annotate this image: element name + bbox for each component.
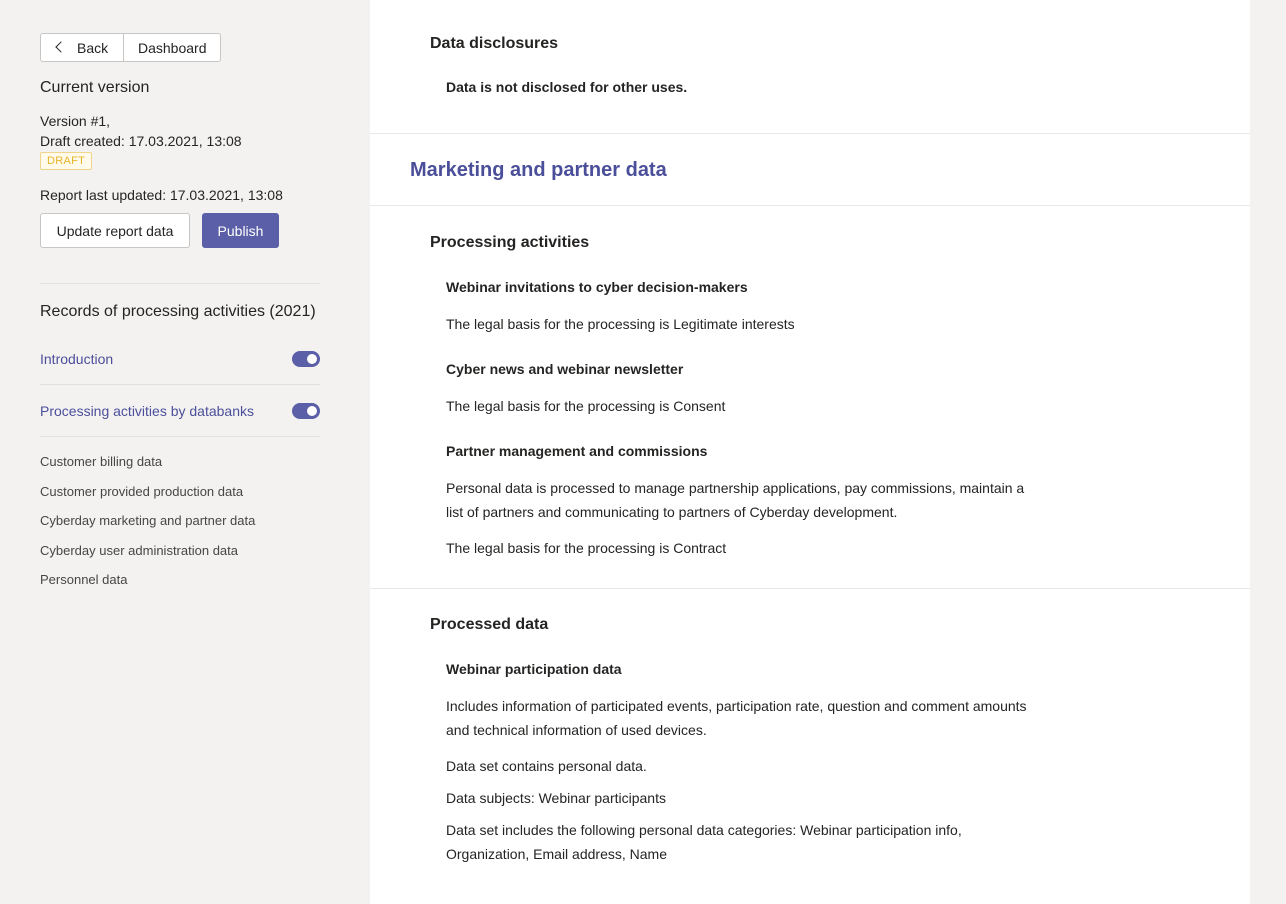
toggle-row-processing-activities xyxy=(40,385,320,437)
processing-activities-toggle[interactable] xyxy=(292,403,320,419)
toggle-row-introduction xyxy=(40,333,320,385)
update-report-button[interactable]: Update report data xyxy=(40,213,190,248)
disclosures-section xyxy=(370,0,1250,95)
back-button[interactable] xyxy=(41,34,124,61)
activity-name: Webinar invitations to cyber decision-makers xyxy=(446,279,748,295)
disclosures-title: Data disclosures xyxy=(430,35,559,52)
databank-item[interactable]: Cyberday user administration data xyxy=(40,542,238,558)
current-version-title: Current version xyxy=(40,79,150,96)
section-title: Marketing and partner data xyxy=(410,159,667,181)
sidebar xyxy=(0,0,370,904)
nav-button-group xyxy=(40,33,221,62)
processed-data-section xyxy=(370,589,1250,866)
introduction-toggle[interactable] xyxy=(292,351,320,367)
version-actions xyxy=(40,213,370,248)
activity-basis: The legal basis for the processing is Contract xyxy=(446,540,727,556)
databank-item[interactable]: Personnel data xyxy=(40,572,128,587)
data-item-name: Webinar participation data xyxy=(446,661,622,677)
draft-created: Draft created: 17.03.2021, 13:08 xyxy=(40,133,242,149)
section-divider xyxy=(370,133,1250,134)
personal-data-flag: Data set contains personal data. xyxy=(446,758,647,774)
databank-item[interactable]: Cyberday marketing and partner data xyxy=(40,513,256,528)
dashboard-button[interactable] xyxy=(124,34,207,61)
back-label: Back xyxy=(77,39,109,56)
version-number: Version #1, xyxy=(40,113,111,129)
processing-activities-title: Processing activities xyxy=(430,234,590,251)
dashboard-label: Dashboard xyxy=(138,39,207,56)
databank-item[interactable]: Customer billing data xyxy=(40,454,163,469)
toggle-label-introduction[interactable]: Introduction xyxy=(40,350,114,367)
records-title: Records of processing activities (2021) xyxy=(40,303,316,320)
processing-activities-section xyxy=(370,206,1250,560)
report-content xyxy=(370,0,1250,904)
publish-button[interactable]: Publish xyxy=(202,213,279,248)
databank-item[interactable]: Customer provided production data xyxy=(40,483,244,499)
activity-basis: The legal basis for the processing is Legitimate interests xyxy=(446,316,795,332)
activity-basis: The legal basis for the processing is Consent xyxy=(446,398,726,414)
toggle-label-processing-activities[interactable]: Processing activities by databanks xyxy=(40,402,254,419)
report-last-updated: Report last updated: 17.03.2021, 13:08 xyxy=(40,187,283,203)
chevron-left-icon xyxy=(55,41,66,52)
processed-data-title: Processed data xyxy=(430,616,549,633)
data-item-description: Includes information of participated events, participation rate, question and comment amounts and technical information of used devices. xyxy=(446,698,1027,738)
databank-list xyxy=(40,454,370,602)
sidebar-divider xyxy=(40,283,320,284)
activity-name: Partner management and commissions xyxy=(446,443,708,459)
data-categories: Data set includes the following personal data categories: Webinar participation info, Organization, Email address, Name xyxy=(446,822,962,862)
draft-badge: DRAFT xyxy=(40,152,92,170)
data-subjects: Data subjects: Webinar participants xyxy=(446,790,666,806)
activity-description: Personal data is processed to manage partnership applications, pay commissions, maintain a list of partners and communicating to partners of Cyberday development. xyxy=(446,480,1025,520)
disclosures-text: Data is not disclosed for other uses. xyxy=(446,79,688,95)
right-margin xyxy=(1250,0,1286,904)
activity-name: Cyber news and webinar newsletter xyxy=(446,361,684,377)
